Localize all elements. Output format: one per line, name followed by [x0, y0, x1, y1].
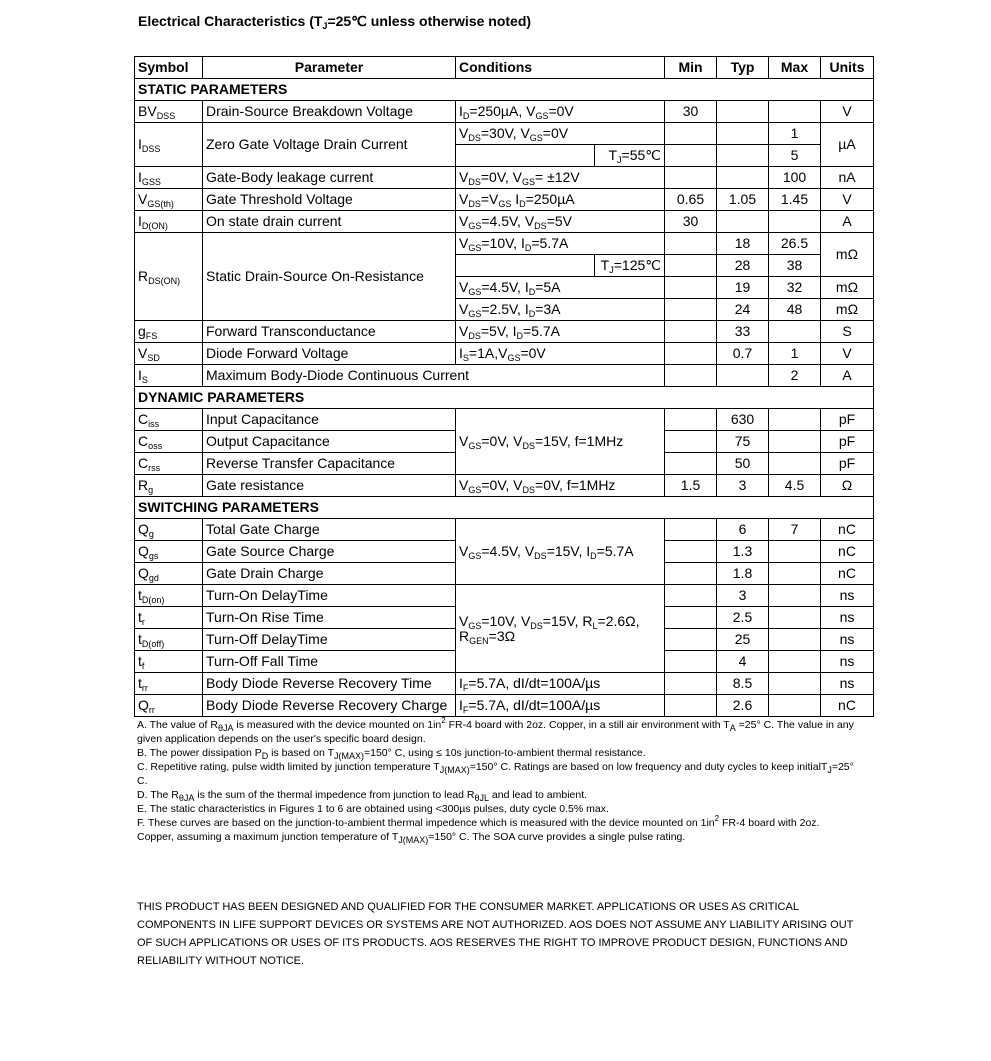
- max-cell: [769, 563, 821, 585]
- typ-cell: 1.3: [717, 541, 769, 563]
- conditions-cell: $I_D=250\mu A$, $V_{GS}=0V$: [456, 101, 665, 123]
- table-row: [135, 409, 874, 431]
- symbol-cell: $t_{D(off)}$: [135, 629, 203, 651]
- min-cell: 1.5: [665, 475, 717, 497]
- units-cell: ns: [821, 651, 874, 673]
- units-cell: µA: [821, 123, 874, 167]
- typ-cell: [717, 123, 769, 145]
- min-cell: [665, 695, 717, 717]
- conditions-cell: $I_S=1A,V_{GS}=0V$: [456, 343, 665, 365]
- max-cell: 1: [769, 343, 821, 365]
- typ-cell: [717, 365, 769, 387]
- max-cell: 7: [769, 519, 821, 541]
- min-cell: [665, 673, 717, 695]
- max-cell: [769, 431, 821, 453]
- note-f: F. These curves are based on the junction-to-ambient thermal impedence which is measured with the device mounted on $1in^2$ FR-4 board with 2oz. Copper, assuming a maximum junction temperature of $T_{J(MAX)}=150^\circ$ C. The SOA curve provides a single pulse rating.: [137, 814, 820, 845]
- typ-cell: 18: [717, 233, 769, 255]
- typ-cell: 8.5: [717, 673, 769, 695]
- conditions-cell: $V_{DS}=V_{GS}$ $I_D=250\mu A$: [456, 189, 665, 211]
- footnotes: [137, 718, 857, 844]
- typ-cell: 19: [717, 277, 769, 299]
- disclaimer-text: THIS PRODUCT HAS BEEN DESIGNED AND QUALIFIED FOR THE CONSUMER MARKET. APPLICATIONS OR USES AS CRITICAL COMPONENTS IN LIFE SUPPORT DEVICES OR SYSTEMS ARE NOT AUTHORIZED. AOS DOES NOT ASSUME ANY LIABILITY ARISING OUT OF SUCH APPLICATIONS OR USES OF ITS PRODUCTS. AOS RESERVES THE RIGHT TO IMPROVE PRODUCT DESIGN, FUNCTIONS AND RELIABILITY WITHOUT NOTICE.: [137, 901, 854, 967]
- max-cell: 4.5: [769, 475, 821, 497]
- max-cell: [769, 101, 821, 123]
- min-cell: [665, 123, 717, 145]
- typ-cell: 0.7: [717, 343, 769, 365]
- min-cell: [665, 145, 717, 167]
- table-header-row: [135, 57, 874, 79]
- header-parameter: Parameter: [203, 57, 456, 79]
- parameter-cell: Drain-Source Breakdown Voltage: [203, 101, 456, 123]
- units-cell: mΩ: [821, 299, 874, 321]
- min-cell: [665, 541, 717, 563]
- units-cell: nC: [821, 519, 874, 541]
- typ-cell: 24: [717, 299, 769, 321]
- parameter-cell: Turn-Off Fall Time: [203, 651, 456, 673]
- conditions-cell: [456, 255, 595, 277]
- units-cell: mΩ: [821, 277, 874, 299]
- units-cell: V: [821, 343, 874, 365]
- symbol-cell: $t_f$: [135, 651, 203, 673]
- parameter-cell: Diode Forward Voltage: [203, 343, 456, 365]
- parameter-cell: Zero Gate Voltage Drain Current: [203, 123, 456, 167]
- parameter-cell: Reverse Transfer Capacitance: [203, 453, 456, 475]
- units-cell: ns: [821, 585, 874, 607]
- parameter-cell: Gate Drain Charge: [203, 563, 456, 585]
- min-cell: [665, 519, 717, 541]
- conditions-cell: $T_J=125℃$: [595, 255, 665, 277]
- typ-cell: [717, 145, 769, 167]
- symbol-cell: $t_r$: [135, 607, 203, 629]
- typ-cell: 2.5: [717, 607, 769, 629]
- table-row: [135, 475, 874, 497]
- conditions-cell: $T_J=55℃$: [595, 145, 665, 167]
- note-d: D. The $R_{\theta JA}$ is the sum of the thermal impedence from junction to lead $R_{\theta JL}$ and lead to ambient.: [137, 789, 588, 803]
- typ-cell: 6: [717, 519, 769, 541]
- parameter-cell: Gate Source Charge: [203, 541, 456, 563]
- note-c: C. Repetitive rating, pulse width limited by junction temperature $T_{J(MAX)}=150^\circ$ C. Ratings are based on low frequency and duty cycles to keep initialT$_J$=25° C.: [137, 761, 854, 787]
- table-row: [135, 211, 874, 233]
- conditions-cell: $V_{GS}=10V$, $V_{DS}=15V$, $R_L=2.6\Omega$, $R_{GEN}=3\Omega$: [456, 585, 665, 673]
- table-row: [135, 343, 874, 365]
- min-cell: [665, 343, 717, 365]
- typ-cell: 1.8: [717, 563, 769, 585]
- units-cell: pF: [821, 453, 874, 475]
- max-cell: 100: [769, 167, 821, 189]
- units-cell: nC: [821, 563, 874, 585]
- conditions-cell: $I_F=5.7A$, dI/dt=100A/µs: [456, 673, 665, 695]
- parameter-cell: Gate-Body leakage current: [203, 167, 456, 189]
- units-cell: A: [821, 211, 874, 233]
- symbol-cell: $R_{DS(ON)}$: [135, 233, 203, 321]
- header-max: Max: [769, 57, 821, 79]
- max-cell: [769, 651, 821, 673]
- symbol-cell: $I_{GSS}$: [135, 167, 203, 189]
- conditions-cell: $V_{GS}=2.5V$, $I_D=3A$: [456, 299, 665, 321]
- max-cell: 32: [769, 277, 821, 299]
- units-cell: pF: [821, 409, 874, 431]
- symbol-cell: $C_{iss}$: [135, 409, 203, 431]
- min-cell: 0.65: [665, 189, 717, 211]
- min-cell: [665, 299, 717, 321]
- min-cell: [665, 365, 717, 387]
- parameter-cell: Input Capacitance: [203, 409, 456, 431]
- symbol-cell: $C_{oss}$: [135, 431, 203, 453]
- max-cell: 1: [769, 123, 821, 145]
- min-cell: [665, 233, 717, 255]
- typ-cell: 3: [717, 585, 769, 607]
- symbol-cell: $t_{rr}$: [135, 673, 203, 695]
- min-cell: [665, 651, 717, 673]
- max-cell: [769, 321, 821, 343]
- units-cell: V: [821, 189, 874, 211]
- typ-cell: 2.6: [717, 695, 769, 717]
- units-cell: nA: [821, 167, 874, 189]
- conditions-cell: $V_{GS}=4.5V$, $V_{DS}=5V$: [456, 211, 665, 233]
- max-cell: [769, 541, 821, 563]
- header-units: Units: [821, 57, 874, 79]
- units-cell: S: [821, 321, 874, 343]
- typ-cell: 1.05: [717, 189, 769, 211]
- symbol-cell: $V_{GS(th)}$: [135, 189, 203, 211]
- max-cell: 2: [769, 365, 821, 387]
- symbol-cell: $Q_{rr}$: [135, 695, 203, 717]
- conditions-cell: $I_F=5.7A$, dI/dt=100A/µs: [456, 695, 665, 717]
- max-cell: [769, 409, 821, 431]
- min-cell: [665, 277, 717, 299]
- typ-cell: [717, 211, 769, 233]
- conditions-cell: $V_{GS}=4.5V$, $I_D=5A$: [456, 277, 665, 299]
- min-cell: [665, 453, 717, 475]
- table-row: [135, 365, 874, 387]
- min-cell: [665, 409, 717, 431]
- section-title: SWITCHING PARAMETERS: [135, 497, 874, 519]
- header-min: Min: [665, 57, 717, 79]
- max-cell: [769, 629, 821, 651]
- max-cell: 48: [769, 299, 821, 321]
- min-cell: [665, 167, 717, 189]
- conditions-cell: $V_{GS}=10V$, $I_D=5.7A$: [456, 233, 665, 255]
- typ-cell: [717, 101, 769, 123]
- table-row: [135, 167, 874, 189]
- parameter-cell: Static Drain-Source On-Resistance: [203, 233, 456, 321]
- page-title: Electrical Characteristics ($T_J=25℃$ unless otherwise noted): [138, 13, 532, 31]
- symbol-cell: $g_{FS}$: [135, 321, 203, 343]
- note-b: B. The power dissipation $P_D$ is based on $T_{J(MAX)}=150^\circ$ C, using ≤ 10s junction-to-ambient thermal resistance.: [137, 747, 646, 761]
- section-title: DYNAMIC PARAMETERS: [135, 387, 874, 409]
- units-cell: ns: [821, 629, 874, 651]
- typ-cell: 4: [717, 651, 769, 673]
- table-row: [135, 673, 874, 695]
- max-cell: 38: [769, 255, 821, 277]
- units-cell: pF: [821, 431, 874, 453]
- symbol-cell: $I_{D(ON)}$: [135, 211, 203, 233]
- parameter-cell: Output Capacitance: [203, 431, 456, 453]
- conditions-cell: $V_{GS}=0V$, $V_{DS}=0V$, f=1MHz: [456, 475, 665, 497]
- units-cell: ns: [821, 607, 874, 629]
- max-cell: [769, 453, 821, 475]
- symbol-cell: $I_S$: [135, 365, 203, 387]
- typ-cell: 630: [717, 409, 769, 431]
- units-cell: A: [821, 365, 874, 387]
- table-row: [135, 189, 874, 211]
- parameter-cell: Total Gate Charge: [203, 519, 456, 541]
- conditions-cell: $V_{DS}=0V$, $V_{GS}= \pm 12V$: [456, 167, 665, 189]
- max-cell: [769, 607, 821, 629]
- typ-cell: 33: [717, 321, 769, 343]
- min-cell: 30: [665, 101, 717, 123]
- min-cell: [665, 255, 717, 277]
- units-cell: nC: [821, 695, 874, 717]
- parameter-cell: Turn-On Rise Time: [203, 607, 456, 629]
- conditions-cell: $V_{DS}=5V$, $I_D=5.7A$: [456, 321, 665, 343]
- min-cell: [665, 585, 717, 607]
- section-row-static: [135, 79, 874, 101]
- table-row: [135, 519, 874, 541]
- max-cell: 26.5: [769, 233, 821, 255]
- symbol-cell: $Q_{gs}$: [135, 541, 203, 563]
- parameter-cell: Gate resistance: [203, 475, 456, 497]
- parameter-cell: Body Diode Reverse Recovery Time: [203, 673, 456, 695]
- max-cell: 1.45: [769, 189, 821, 211]
- note-a: A. The value of $R_{\theta JA}$ is measured with the device mounted on $1in^2$ FR-4 board with 2oz. Copper, in a still air environment with $T_A =25^\circ$ C. The value in any given application depends on the user's specific board design.: [137, 716, 854, 745]
- min-cell: [665, 431, 717, 453]
- typ-cell: 50: [717, 453, 769, 475]
- table-row: [135, 233, 874, 255]
- min-cell: [665, 563, 717, 585]
- symbol-cell: $V_{SD}$: [135, 343, 203, 365]
- table-row: [135, 101, 874, 123]
- typ-cell: 3: [717, 475, 769, 497]
- max-cell: [769, 211, 821, 233]
- parameter-cell: On state drain current: [203, 211, 456, 233]
- symbol-cell: $R_g$: [135, 475, 203, 497]
- table-row: [135, 123, 874, 145]
- symbol-cell: $Q_{gd}$: [135, 563, 203, 585]
- table-row: [135, 321, 874, 343]
- conditions-cell: [456, 145, 595, 167]
- typ-cell: 25: [717, 629, 769, 651]
- parameter-cell: Gate Threshold Voltage: [203, 189, 456, 211]
- max-cell: 5: [769, 145, 821, 167]
- units-cell: Ω: [821, 475, 874, 497]
- note-e: E. The static characteristics in Figures 1 to 6 are obtained using <300µs pulses, duty cycle 0.5% max.: [137, 803, 609, 815]
- section-title: STATIC PARAMETERS: [135, 79, 874, 101]
- symbol-cell: $I_{DSS}$: [135, 123, 203, 167]
- symbol-cell: $Q_g$: [135, 519, 203, 541]
- section-row-switching: [135, 497, 874, 519]
- table-row: [135, 695, 874, 717]
- units-cell: ns: [821, 673, 874, 695]
- conditions-cell: $V_{DS}=30V$, $V_{GS}=0V$: [456, 123, 665, 145]
- min-cell: [665, 629, 717, 651]
- conditions-cell: $V_{GS}=4.5V$, $V_{DS}=15V$, $I_D=5.7A$: [456, 519, 665, 585]
- max-cell: [769, 673, 821, 695]
- section-row-dynamic: [135, 387, 874, 409]
- min-cell: 30: [665, 211, 717, 233]
- symbol-cell: $t_{D(on)}$: [135, 585, 203, 607]
- min-cell: [665, 321, 717, 343]
- min-cell: [665, 607, 717, 629]
- parameter-cell: Forward Transconductance: [203, 321, 456, 343]
- max-cell: [769, 585, 821, 607]
- symbol-cell: $C_{rss}$: [135, 453, 203, 475]
- conditions-cell: $V_{GS}=0V$, $V_{DS}=15V$, f=1MHz: [456, 409, 665, 475]
- typ-cell: [717, 167, 769, 189]
- parameter-cell: Turn-Off DelayTime: [203, 629, 456, 651]
- max-cell: [769, 695, 821, 717]
- parameter-cell: Turn-On DelayTime: [203, 585, 456, 607]
- symbol-cell: $BV_{DSS}$: [135, 101, 203, 123]
- typ-cell: 75: [717, 431, 769, 453]
- units-cell: mΩ: [821, 233, 874, 277]
- parameter-cell: Body Diode Reverse Recovery Charge: [203, 695, 456, 717]
- units-cell: nC: [821, 541, 874, 563]
- units-cell: V: [821, 101, 874, 123]
- parameter-cell: Maximum Body-Diode Continuous Current: [203, 365, 665, 387]
- electrical-characteristics-table: [134, 56, 874, 717]
- header-symbol: Symbol: [135, 57, 203, 79]
- typ-cell: 28: [717, 255, 769, 277]
- header-conditions: Conditions: [456, 57, 665, 79]
- header-typ: Typ: [717, 57, 769, 79]
- table-row: [135, 585, 874, 607]
